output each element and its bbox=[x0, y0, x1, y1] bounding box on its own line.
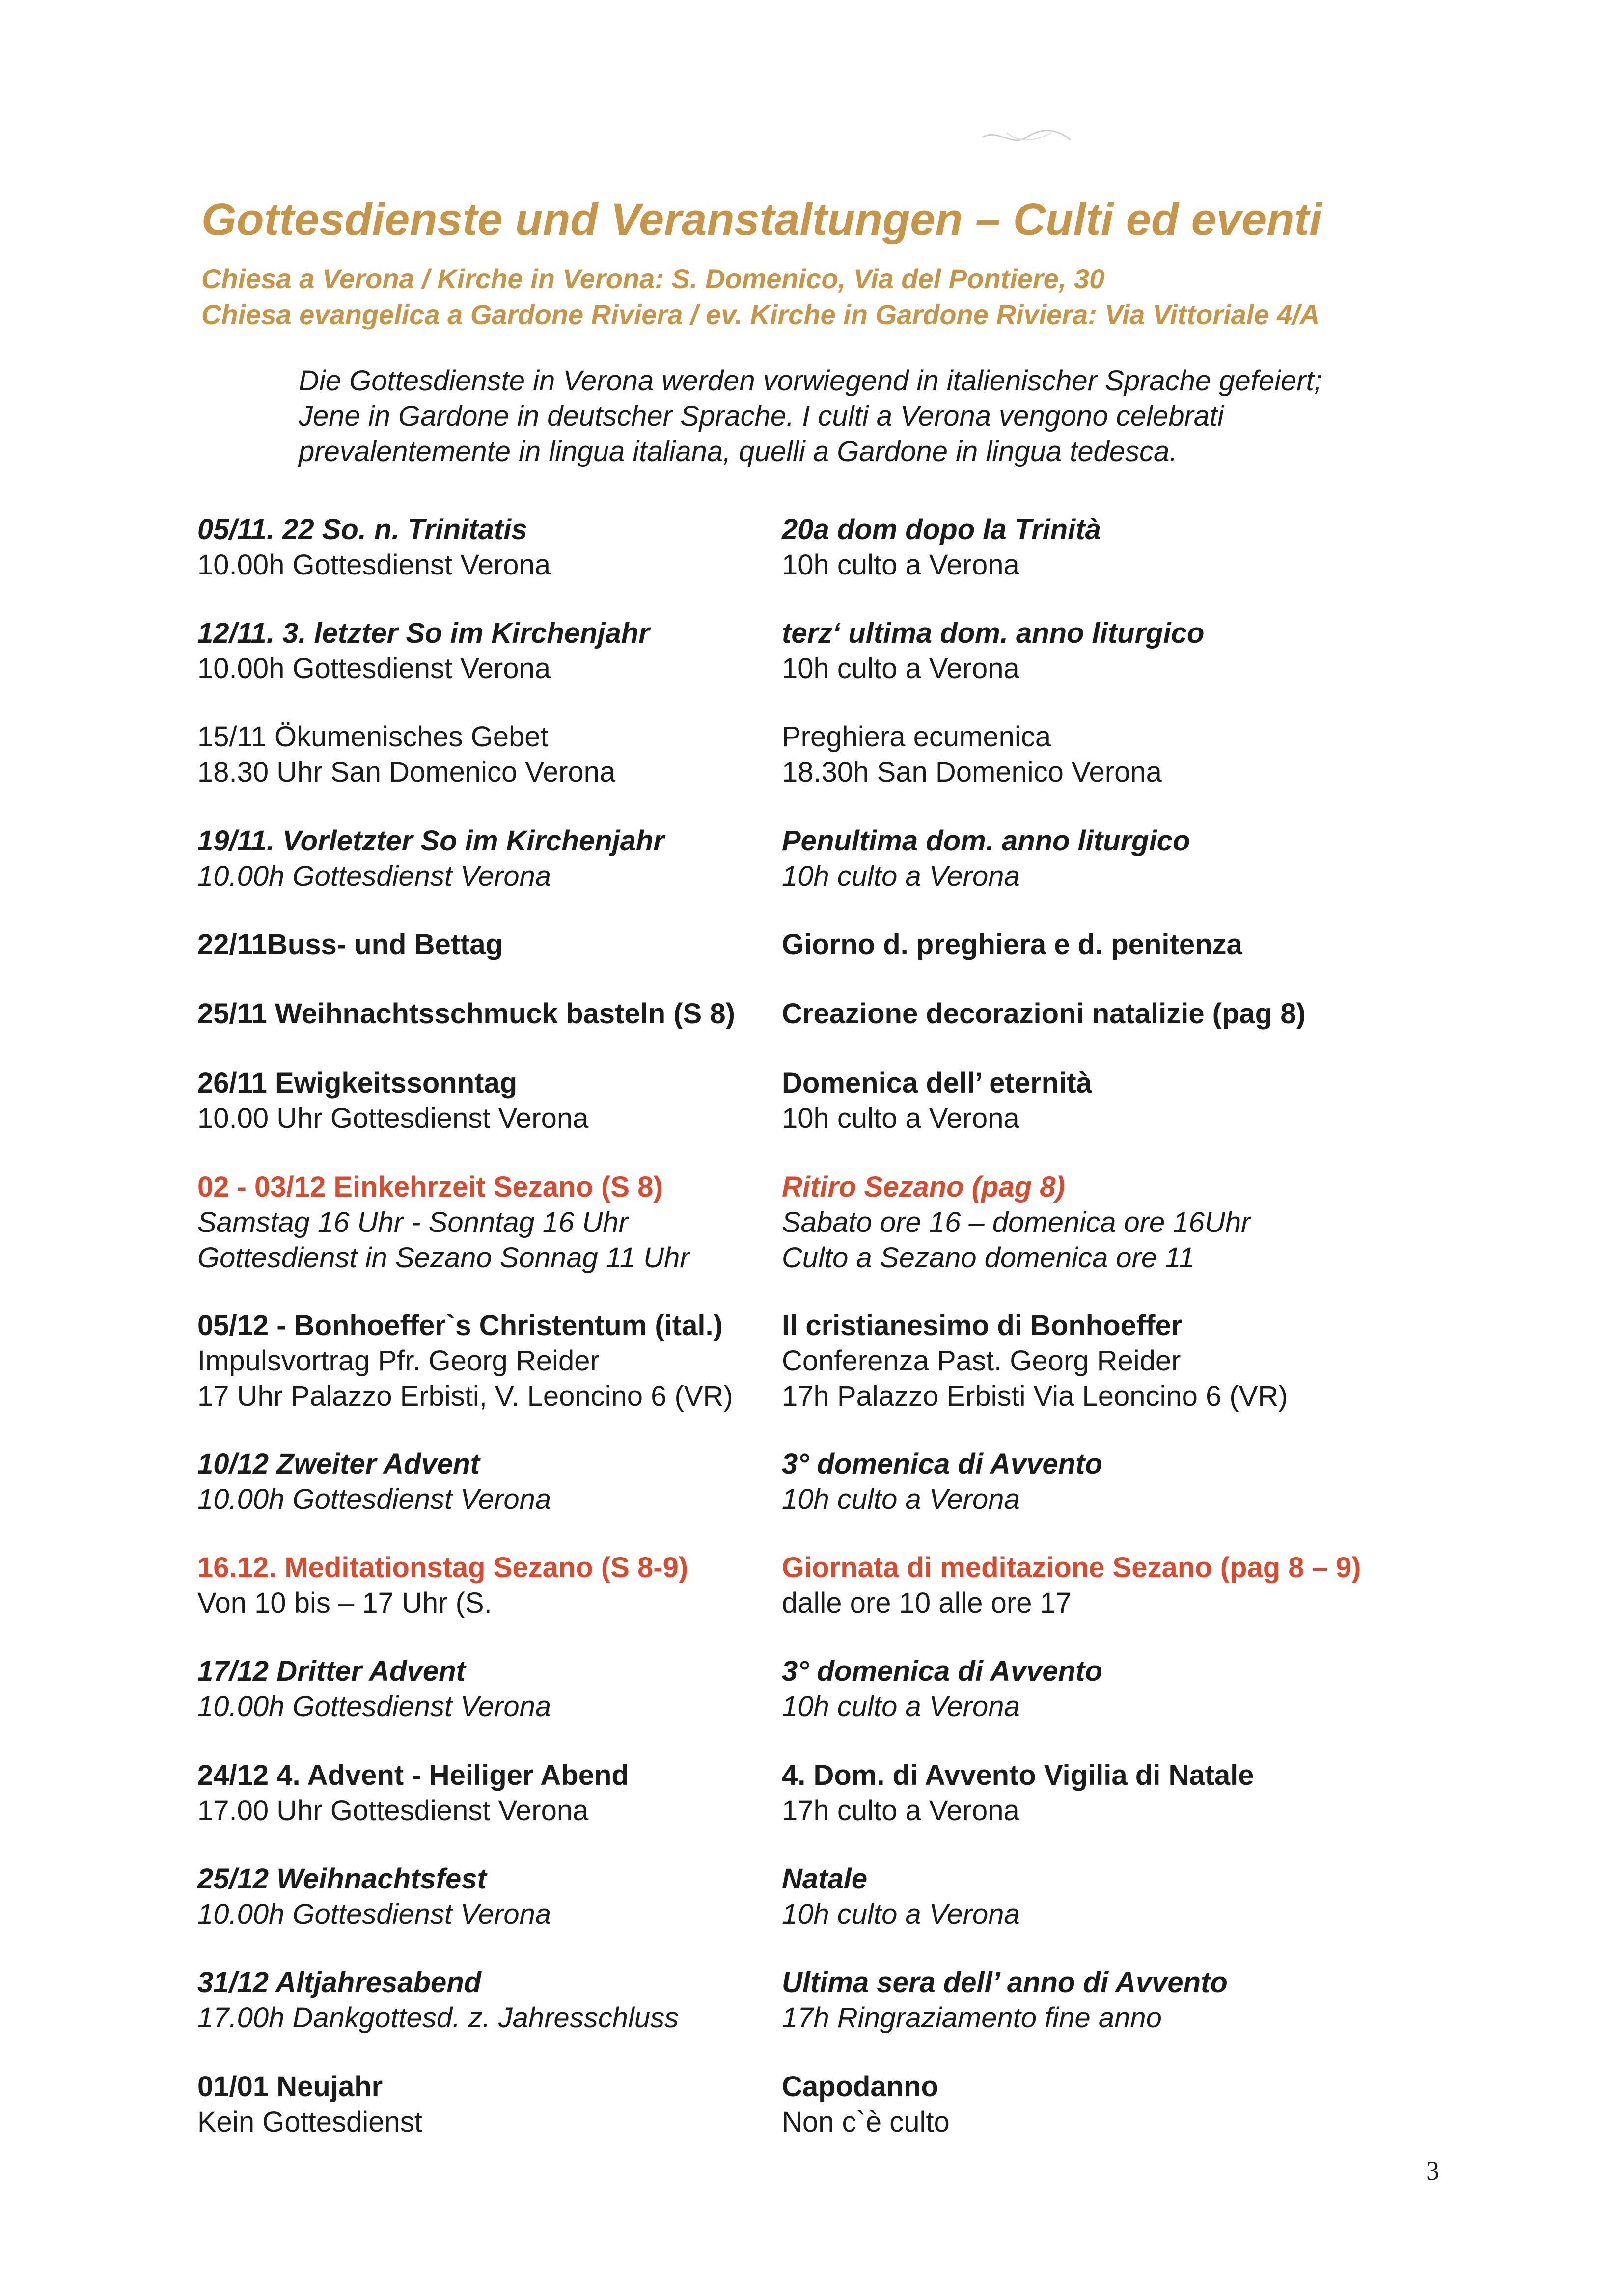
entry-heading-de: 24/12 4. Advent - Heiliger Abend bbox=[197, 1759, 629, 1791]
entry-detail-it: 10h culto a Verona bbox=[782, 653, 1019, 684]
entry-heading-de: 01/01 Neujahr bbox=[197, 2071, 383, 2103]
entry-heading-de: 16.12. Meditationstag Sezano (S 8-9) bbox=[197, 1552, 688, 1584]
entry-heading-de: 25/12 Weihnachtsfest bbox=[197, 1863, 487, 1895]
entry-detail-it: 10h culto a Verona bbox=[782, 1483, 1020, 1515]
german-column bbox=[197, 1170, 689, 1276]
entry-heading-de: 22/11Buss- und Bettag bbox=[197, 929, 503, 960]
german-column bbox=[197, 1654, 551, 1724]
german-column bbox=[197, 512, 551, 583]
entry-heading-it: 4. Dom. di Avvento Vigilia di Natale bbox=[782, 1759, 1254, 1791]
german-column bbox=[197, 1861, 551, 1932]
entry-detail-it: 10h culto a Verona bbox=[782, 1691, 1020, 1722]
entry-heading-de: 05/12 - Bonhoeffer`s Christentum (ital.) bbox=[197, 1310, 723, 1341]
entry-heading-it: Penultima dom. anno liturgico bbox=[782, 825, 1190, 857]
entry-detail-de: 17.00h Dankgottesd. z. Jahresschluss bbox=[197, 2002, 679, 2034]
entry-heading-it: Giornata di meditazione Sezano (pag 8 – 9) bbox=[782, 1552, 1361, 1584]
entry-detail-it: Sabato ore 16 – domenica ore 16Uhr bbox=[782, 1206, 1251, 1238]
italian-column bbox=[782, 1308, 1288, 1414]
entry-detail-de: 10.00h Gottesdienst Verona bbox=[197, 1898, 551, 1930]
german-column bbox=[197, 719, 615, 790]
entry-heading-de: 12/11. 3. letzter So im Kirchenjahr bbox=[197, 617, 650, 649]
entry-heading-it: Ritiro Sezano (pag 8) bbox=[782, 1171, 1065, 1203]
page-number: 3 bbox=[1426, 2156, 1439, 2186]
german-column bbox=[197, 1066, 588, 1136]
entry-heading-it: 20a dom dopo la Trinità bbox=[782, 514, 1101, 546]
entry-heading-de: 25/11 Weihnachtsschmuck basteln (S 8) bbox=[197, 998, 735, 1030]
entry-detail-de: 17.00 Uhr Gottesdienst Verona bbox=[197, 1795, 589, 1827]
entry-heading-de: 19/11. Vorletzter So im Kirchenjahr bbox=[197, 825, 664, 857]
entry-heading-it: terz‘ ultima dom. anno liturgico bbox=[782, 617, 1205, 649]
italian-column bbox=[782, 616, 1204, 686]
entry-detail-de: 10.00h Gottesdienst Verona bbox=[197, 653, 551, 684]
german-column bbox=[197, 1447, 551, 1517]
entry-heading-it: 3° domenica di Avvento bbox=[782, 1655, 1102, 1687]
german-column bbox=[197, 2069, 422, 2140]
entry-detail-it: Culto a Sezano domenica ore 11 bbox=[782, 1242, 1195, 1274]
italian-column bbox=[782, 1758, 1254, 1829]
intro-line: Jene in Gardone in deutscher Sprache. I culti a Verona vengono celebrati bbox=[299, 400, 1224, 432]
entry-detail-it: Conferenza Past. Georg Reider bbox=[782, 1345, 1181, 1377]
entry-heading-de: 26/11 Ewigkeitssonntag bbox=[197, 1067, 518, 1099]
entry-heading-it: Capodanno bbox=[782, 2071, 938, 2103]
italian-column bbox=[782, 1861, 1020, 1932]
entry-detail-de: 17 Uhr Palazzo Erbisti, V. Leoncino 6 (VR) bbox=[197, 1380, 733, 1412]
entry-heading-it: Giorno d. preghiera e d. penitenza bbox=[782, 929, 1242, 960]
entry-heading-de: 02 - 03/12 Einkehrzeit Sezano (S 8) bbox=[197, 1171, 663, 1203]
entry-detail-de: 10.00h Gottesdienst Verona bbox=[197, 1483, 551, 1515]
german-column bbox=[197, 823, 664, 894]
italian-column bbox=[782, 512, 1101, 583]
entry-detail-it: 17h Palazzo Erbisti Via Leoncino 6 (VR) bbox=[782, 1380, 1288, 1412]
entry-heading-de: 15/11 Ökumenisches Gebet bbox=[197, 721, 549, 753]
entry-detail-de: 10.00h Gottesdienst Verona bbox=[197, 1691, 551, 1722]
italian-column bbox=[782, 2069, 950, 2140]
entry-heading-it: 3° domenica di Avvento bbox=[782, 1448, 1102, 1480]
german-column bbox=[197, 996, 735, 1032]
entry-detail-de: Kein Gottesdienst bbox=[197, 2106, 422, 2138]
entry-detail-de: Impulsvortrag Pfr. Georg Reider bbox=[197, 1345, 600, 1377]
italian-column bbox=[782, 1965, 1228, 2036]
entry-detail-it: 18.30h San Domenico Verona bbox=[782, 756, 1162, 788]
entry-detail-it: Non c`è culto bbox=[782, 2106, 950, 2138]
entry-detail-it: 10h culto a Verona bbox=[782, 860, 1020, 892]
german-column bbox=[197, 1758, 629, 1829]
italian-column bbox=[782, 719, 1162, 790]
scan-smudge-mark bbox=[977, 118, 1075, 157]
entry-detail-de: Samstag 16 Uhr - Sonntag 16 Uhr bbox=[197, 1206, 628, 1238]
entry-detail-it: dalle ore 10 alle ore 17 bbox=[782, 1587, 1072, 1619]
german-column bbox=[197, 1308, 733, 1414]
entry-heading-de: 05/11. 22 So. n. Trinitatis bbox=[197, 514, 527, 546]
intro-line: prevalentemente in lingua italiana, quelli a Gardone in lingua tedesca. bbox=[299, 436, 1178, 467]
italian-column bbox=[782, 1550, 1361, 1621]
german-column bbox=[197, 1965, 679, 2036]
italian-column bbox=[782, 823, 1190, 894]
entry-heading-it: Domenica dell’ eternità bbox=[782, 1067, 1092, 1099]
entry-detail-it: 10h culto a Verona bbox=[782, 1102, 1019, 1134]
german-column bbox=[197, 1550, 688, 1621]
german-column bbox=[197, 927, 503, 962]
entry-detail-it: 17h culto a Verona bbox=[782, 1795, 1019, 1827]
italian-column bbox=[782, 996, 1306, 1032]
italian-column bbox=[782, 1447, 1102, 1517]
entry-detail-it: 10h culto a Verona bbox=[782, 549, 1019, 581]
entry-detail-de: Von 10 bis – 17 Uhr (S. bbox=[197, 1587, 492, 1619]
entry-heading-it: Ultima sera dell’ anno di Avvento bbox=[782, 1967, 1228, 1998]
italian-column bbox=[782, 1654, 1102, 1724]
italian-column bbox=[782, 927, 1242, 962]
page-title: Gottesdienste und Veranstaltungen – Culti ed eventi bbox=[201, 194, 1322, 245]
intro-line: Die Gottesdienste in Verona werden vorwiegend in italienischer Sprache gefeiert; bbox=[299, 365, 1322, 397]
entry-heading-it: Preghiera ecumenica bbox=[782, 721, 1051, 753]
italian-column bbox=[782, 1066, 1092, 1136]
entry-heading-it: Creazione decorazioni natalizie (pag 8) bbox=[782, 998, 1306, 1030]
location-verona: Chiesa a Verona / Kirche in Verona: S. Domenico, Via del Pontiere, 30 bbox=[201, 263, 1105, 294]
entry-heading-de: 31/12 Altjahresabend bbox=[197, 1967, 482, 1998]
german-column bbox=[197, 616, 650, 686]
entry-heading-it: Natale bbox=[782, 1863, 868, 1895]
intro-paragraph bbox=[299, 363, 1428, 469]
entry-detail-de: 18.30 Uhr San Domenico Verona bbox=[197, 756, 616, 788]
entry-detail-it: 17h Ringraziamento fine anno bbox=[782, 2002, 1162, 2034]
italian-column bbox=[782, 1170, 1250, 1276]
entry-heading-it: Il cristianesimo di Bonhoeffer bbox=[782, 1310, 1183, 1341]
entry-heading-de: 10/12 Zweiter Advent bbox=[197, 1448, 480, 1480]
entry-detail-it: 10h culto a Verona bbox=[782, 1898, 1020, 1930]
location-gardone: Chiesa evangelica a Gardone Riviera / ev. Kirche in Gardone Riviera: Via Vittoriale 4/A bbox=[201, 299, 1320, 330]
entry-detail-de: 10.00 Uhr Gottesdienst Verona bbox=[197, 1102, 589, 1134]
entry-detail-de: 10.00h Gottesdienst Verona bbox=[197, 860, 551, 892]
entry-detail-de: 10.00h Gottesdienst Verona bbox=[197, 549, 551, 581]
entry-heading-de: 17/12 Dritter Advent bbox=[197, 1655, 466, 1687]
entry-detail-de: Gottesdienst in Sezano Sonnag 11 Uhr bbox=[197, 1242, 689, 1274]
